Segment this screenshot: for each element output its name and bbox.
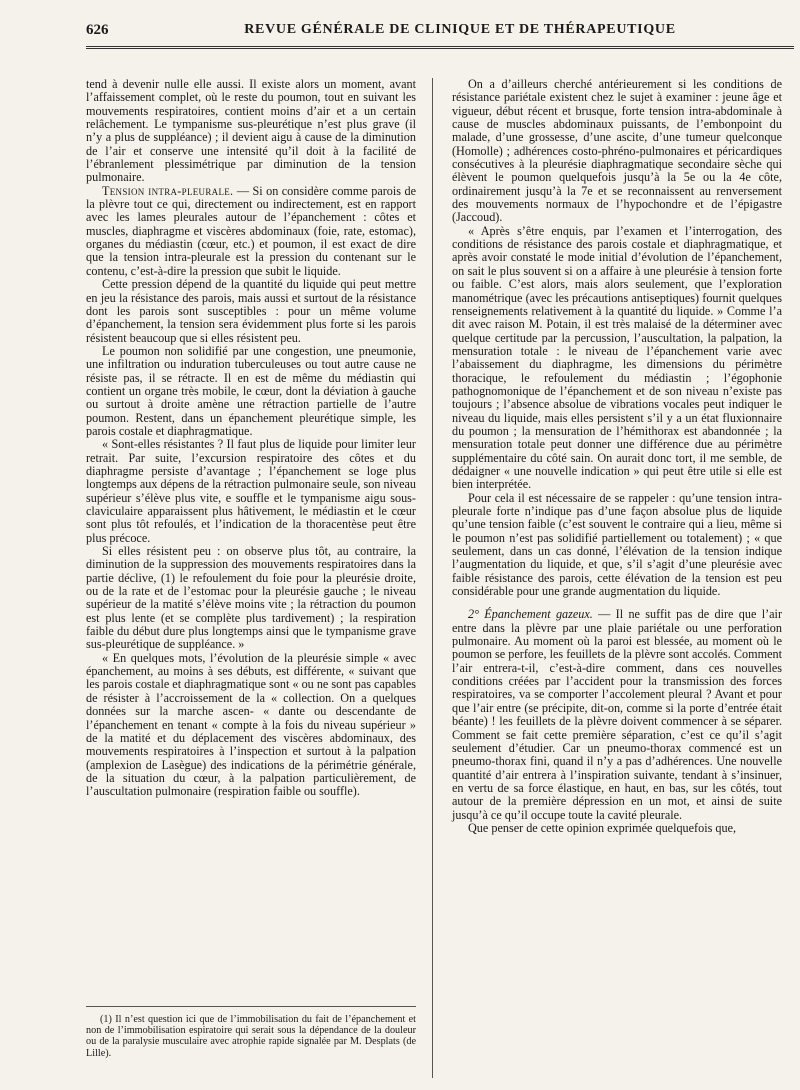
footnote-text: (1) Il n’est question ici que de l’immobilisation du fait de l’épanchement et non de l’immobilisation espiratoire qui serait sous la dépendance de la douleur ou de la paralysie musculaire avec atrophie rapide signalée par M. Desplats (de Lille). <box>86 1014 416 1059</box>
paragraph: On a d’ailleurs cherché antérieurement si les conditions de résistance pariétale existent chez le sujet à examiner : jeune âge et vigueur, début récent et brusque, forte tension intra-abdominale à cause de muscles abdominaux puissants, de l’embonpoint du malade, d’une grossesse, d’une ascite, d’une tumeur quelconque (Homolle) ; adhérences costo-phréno-pulmonaires et péricardiques consécutives à la pleurésie diaphragmatique secondaire sèche qui élèvent le poumon quelquefois jusqu’à la 5e ou la 4e côte, ordinairement jusqu’à la 7e et se reconnaissent au renversement des mouvements normaux de l’hypochondre et de l’épigastre (Jaccoud). <box>452 77 782 225</box>
paragraph: « Après s’être enquis, par l’examen et l’interrogation, des conditions de résistance des parois costale et diaphragmatique, et après avoir constaté le mode initial d’évolution de l’épanchement, on sait le plus souvent si on a affaire à une pleurésie à tension forte ou faible. C’est alors, mais alors seulement, que l’exploration manométrique (avec les précautions antiseptiques) fournit quelques renseignements relativement à la quantité du liquide. » Comme l’a dit avec raison M. Potain, il est très malaisé de la déterminer avec quelque certitude par la percussion, l’auscultation, la palpation, la mensuration totale : le niveau de l’épanchement varie avec l’abaissement du diaphragme, les dimensions du périmètre thoracique, le refoulement du médiastin ; l’égophonie pathognomonique de l’épanchement et de son niveau n’existe pas toujours ; l’absence absolue de vibrations vocales peut indiquer le niveau du liquide, mais elles persistent s’il y a un état fluxionnaire du poumon ; la mensuration de l’hémithorax est abandonnée ; la mensuration totale peut donner une différence due au périmètre supplémentaire du côté sain. On aurait donc tort, il me semble, de dédaigner « une nouvelle indication » qui peut être utile si elle est bien interprétée. <box>452 223 782 492</box>
section-heading: 2° Épanchement gazeux. <box>468 607 593 622</box>
paragraph: Cette pression dépend de la quantité du liquide qui peut mettre en jeu la résistance des parois, mais aussi et surtout de la résistance dont les parois sont susceptibles : pour un même volume d’épanchement, la tension sera évidemment plus forte si les parois résistent beaucoup que si elles résistent peu. <box>86 277 416 345</box>
paragraph-tension-intra-pleurale <box>86 185 416 278</box>
paragraph: Si elles résistent peu : on observe plus tôt, au contraire, la diminution de la suppression des mouvements respiratoires dans la partie déclive, (1) le refoulement du foie pour la pleurésie droite, ou de la rate et de l’estomac pour la pleurésie gauche ; le niveau supérieur de la matité s’élève moins vite ; la rétraction du poumon est plus lente (et se complète plus tardivement) ; la respiration faible du début dure plus longtemps ainsi que le tympanisme grave sus-pleurétique de suppléance. » <box>86 544 416 652</box>
right-column <box>452 78 782 835</box>
section-heading: Tension intra-pleurale. <box>102 183 234 198</box>
paragraph-text: — Il ne suffit pas de dire que l’air entre dans la plèvre par une plaie pariétale ou une perforation pulmonaire. Au moment où la paroi est blessée, au moment où le poumon se perfore, les feuillets de la plèvre sont accolés. Comment l’air entrera-t-il, c’est-à-dire comment, dans ces nouvelles conditions créées par l’accident pour la transmission des forces respiratoires, va se comporter l’accolement pleural ? Avant et pour que l’air entre (se précipite, dit-on, comme si la porte d’entrée était béante) ! les feuillets de la plèvre doivent commencer à se séparer. Comment se fait cette première séparation, c’est ce qu’il s’agit seulement d’étudier. Car un pneumo-thorax commencé est un pneumo-thorax fini, quand il n’y a pas d’adhérences. Une nouvelle quantité d’air entrera à l’inspiration suivante, tendant à s’insinuer, en vertu de sa force élastique, en haut, en bas, sur les côtés, tout autour de la première dépression en un mot, et ainsi de suite jusqu’à ce qu’il occupe toute la cavité pleurale. <box>452 607 783 822</box>
paragraph: « Sont-elles résistantes ? Il faut plus de liquide pour limiter leur retrait. Par suite, l’excursion respiratoire des côtes et du diaphragme persiste d’avantage ; l’épanchement se loge plus longtemps aux dépens de la rétraction pulmonaire seule, son niveau supérieur s’élève plus vite, e souffle et le tympanisme aigu sous-claviculaire apparaissent plus hâtivement, le médiastin et le cœur sont plus tôt refoulés, et l’indication de la thoracentèse peut être plus précoce. <box>86 437 416 545</box>
paragraph: Pour cela il est nécessaire de se rappeler : qu’une tension intra-pleurale forte n’indique pas d’une façon absolue plus de liquide qu’une tension faible (c’est souvent le contraire qui a lieu, même si le poumon n’est pas solidifié partiellement ou totalement) ; « que seulement, dans un cas donné, l’élévation de la tension indique l’augmentation du liquide, et que, s’il s’agit d’une pleurésie avec faible résistance des parois, cette élévation de la tension est peu considérable pour une grande augmentation du liquide. <box>452 490 782 599</box>
page-number: 626 <box>86 22 109 38</box>
paragraph-epanchement-gazeux <box>452 608 782 822</box>
paragraph: tend à devenir nulle elle aussi. Il existe alors un moment, avant l’affaissement complet, où le reste du poumon, tout en suivant les mouvements respiratoires, contient moins d’air et a un certain relâchement. Le tympanisme sus-pleurétique n’est plus grave (il n’y a plus de suppléance) ; il devient aigu à cause de la diminution de l’air et conserve une intensité qu’il doit à la facilité de l’ébranlement plessimétrique par diminution de la tension pulmonaire. <box>86 77 416 185</box>
header-rule <box>86 46 794 49</box>
left-column <box>86 78 416 799</box>
column-divider <box>432 78 433 1078</box>
footnote <box>86 1014 416 1059</box>
paragraph: Que penser de cette opinion exprimée quelquefois que, <box>468 820 737 835</box>
running-title: REVUE GÉNÉRALE DE CLINIQUE ET DE THÉRAPEUTIQUE <box>244 22 676 37</box>
paragraph-text: — Si on considère comme parois de la plèvre tout ce qui, directement ou indirectement, est en rapport avec les lames pleurales autour de l’épanchement : côtes et muscles, diaphragme et viscères abdominaux (foie, rate, estomac), organes du médiastin (cœur, etc.) et poumon, il est exact de dire que la tension intra-pleurale est la pression du contenant sur le contenu, c’est-à-dire la pression que subit le liquide. <box>86 183 416 278</box>
paragraph: « En quelques mots, l’évolution de la pleurésie simple « avec épanchement, au moins à ses débuts, est différente, « suivant que les parois costale et diaphragmatique sont « ou ne sont pas capables de résister à l’accroissement de la « collection. On a quelques données sur la marche ascen- « dante ou descendante de l’épanchement en tenant « compte à la fois du niveau supérieur » de la matité et du déplacement des viscères abdominaux, des mouvements respiratoires à l’inspection et surtout à la palpation (amplexion de Lasègue) des indications de la périmétrie générale, de la situation du cœur, à la palpation particulièrement, de l’auscultation pulmonaire (respiration faible ou souffle). <box>86 650 416 799</box>
footnote-rule <box>86 1006 416 1007</box>
paragraph: Le poumon non solidifié par une congestion, une pneumonie, une infiltration ou induration tuberculeuses ou tout autre cause ne résiste pas, il se rétracte. Il en est de même du médiastin qui contient un organe très mobile, le cœur, dont la déviation à gauche ou surtout à droite amène une rétraction partielle de l’autre poumon. Restent, dans un épanchement pleurétique simple, les parois costale et diaphragmatique. <box>86 343 416 438</box>
